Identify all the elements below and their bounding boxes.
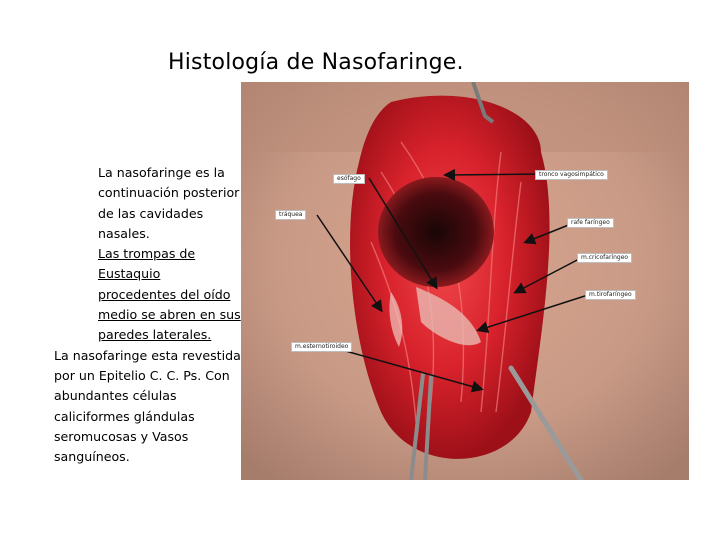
slide-title: Histología de Nasofaringe. <box>168 50 464 75</box>
label-tirofaringeo: m.tirofaríngeo <box>585 290 636 300</box>
label-cricofaringeo: m.cricofaríngeo <box>577 253 632 263</box>
paragraph-trompas: Las trompas de Eustaquio procedentes del oído medio se abren en sus paredes laterales. <box>98 246 241 343</box>
label-rafe-faringeo: rafe faríngeo <box>567 218 614 228</box>
paragraph-epitelio: La nasofaringe esta revestida por un Epitelio C. C. Ps. Con abundantes células caliciformes glándulas seromucosas y Vasos sanguíneos. <box>54 347 241 465</box>
dissection-photo <box>241 82 689 480</box>
label-tronco-vagosimpatico: tronco vagosimpático <box>535 170 608 180</box>
label-esofago: esófago <box>333 174 365 184</box>
label-esternotiroideo: m.esternotiroideo <box>291 342 352 352</box>
body-text <box>54 163 242 467</box>
label-traquea: tráquea <box>275 210 306 220</box>
dissection-image <box>241 82 689 480</box>
paragraph-nasofaringe: La nasofaringe es la continuación posterior de las cavidades nasales. <box>98 165 240 241</box>
